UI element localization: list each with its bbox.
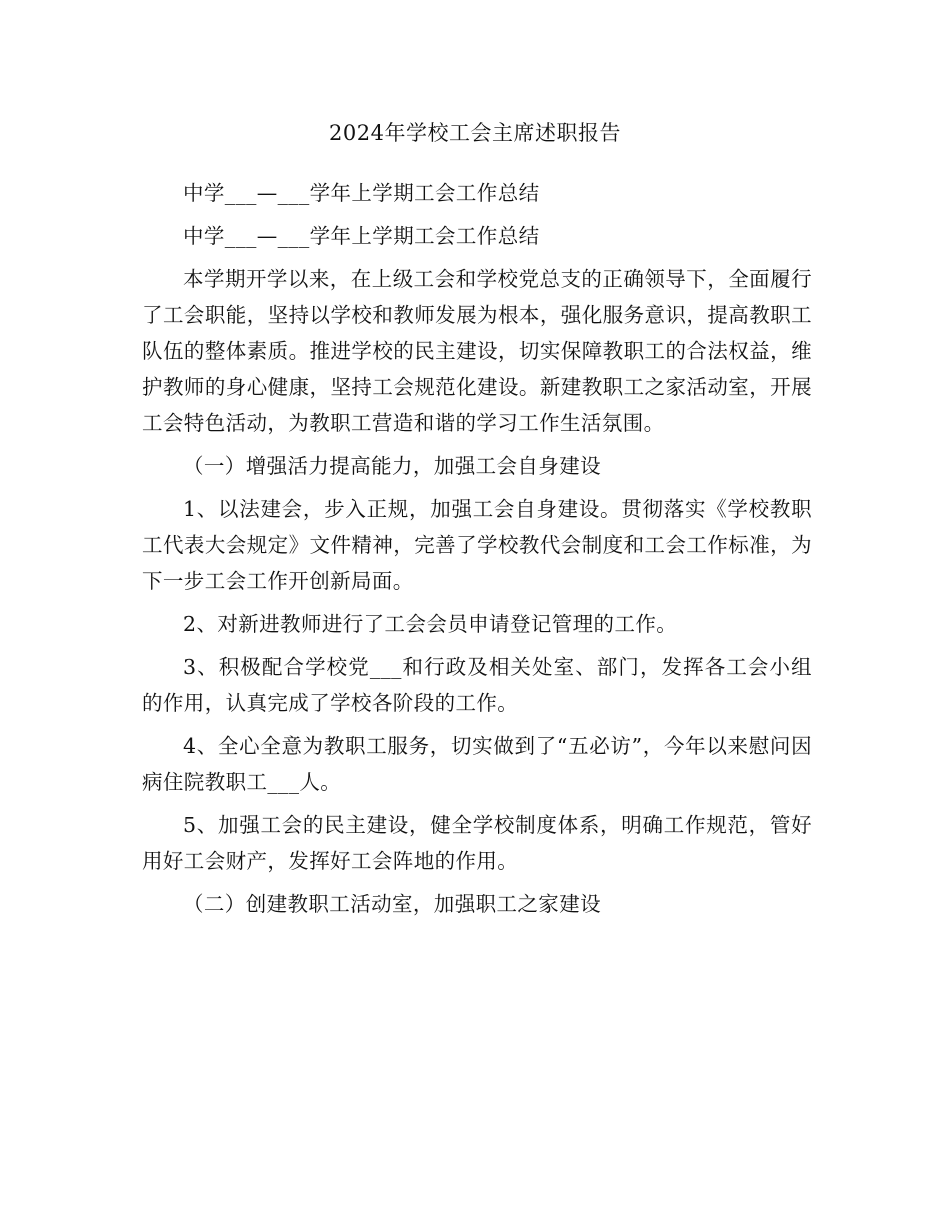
list-item: 3、积极配合学校党___和行政及相关处室、部门，发挥各工会小组的作用，认真完成了学校各阶段的工作。 [142,655,812,715]
intro-paragraph: 本学期开学以来，在上级工会和学校党总支的正确领导下，全面履行了工会职能，坚持以学校和教师发展为根本，强化服务意识，提高教职工队伍的整体素质。推进学校的民主建设，切实保障教职工的合法权益，维护教师的身心健康，坚持工会规范化建设。新建教职工之家活动室，开展工会特色活动，为教职工营造和谐的学习工作生活氛围。 [142,267,812,435]
list-item: 5、加强工会的民主建设，健全学校制度体系，明确工作规范，管好用好工会财产，发挥好工会阵地的作用。 [142,813,812,873]
subtitle-line: 中学___—___学年上学期工会工作总结 [183,224,540,248]
list-item: 2、对新进教师进行了工会会员申请登记管理的工作。 [183,612,678,636]
document-title: 2024年学校工会主席述职报告 [329,121,621,145]
section-heading: （二）创建教职工活动室，加强职工之家建设 [183,892,601,916]
list-item: 4、全心全意为教职工服务，切实做到了“五必访”，今年以来慰问因病住院教职工___人。 [142,734,812,794]
section-heading: （一）增强活力提高能力，加强工会自身建设 [183,454,601,478]
list-item: 1、以法建会，步入正规，加强工会自身建设。贯彻落实《学校教职工代表大会规定》文件精神，完善了学校教代会制度和工会工作标准，为下一步工会工作开创新局面。 [142,497,812,593]
document-body [142,175,812,929]
subtitle-line: 中学___—___学年上学期工会工作总结 [183,181,540,205]
